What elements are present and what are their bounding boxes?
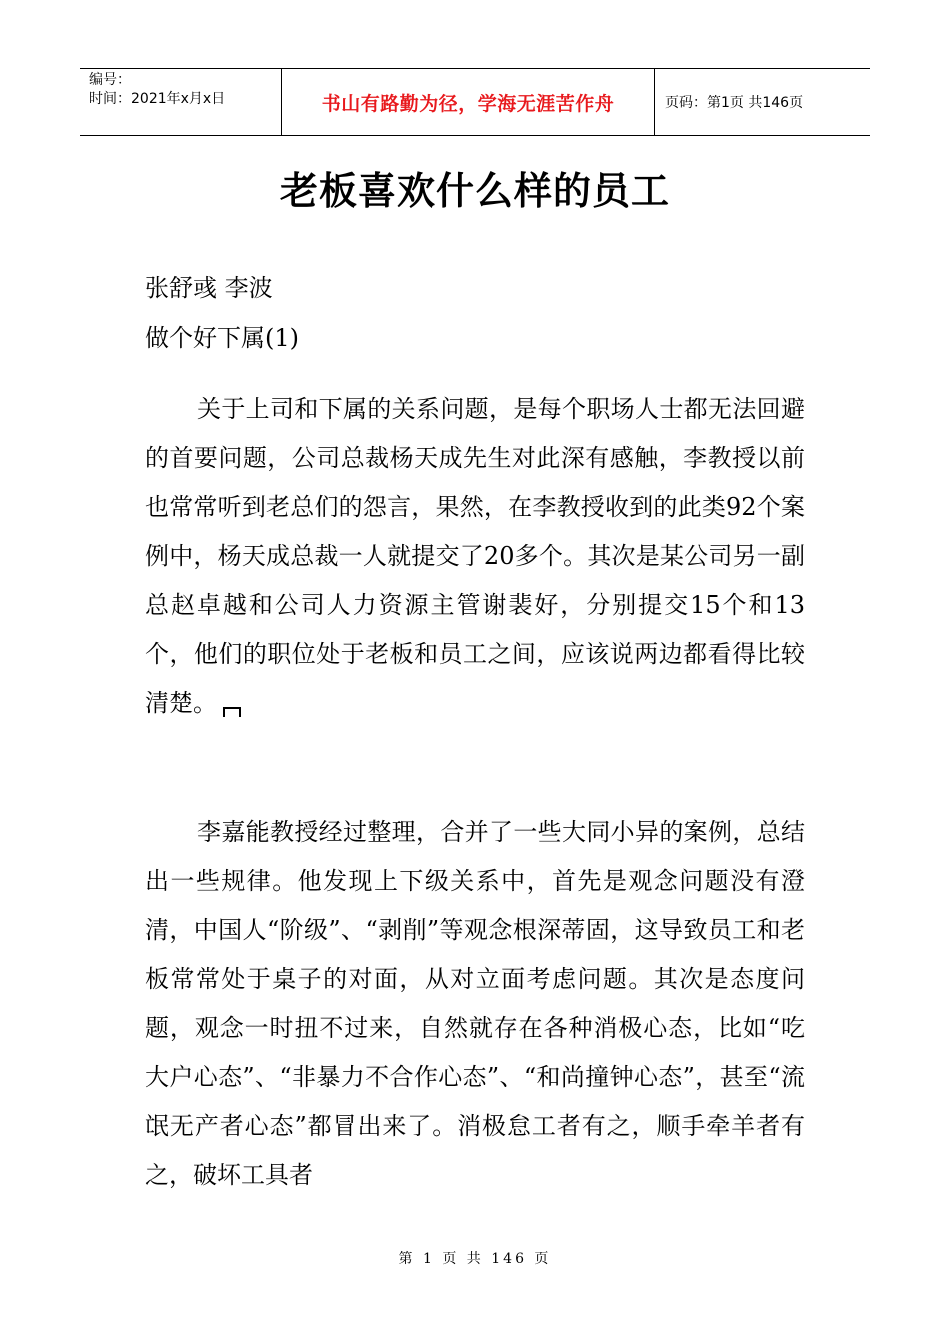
header-right-cell xyxy=(655,69,870,135)
header-table xyxy=(80,68,870,136)
serial-label: 编号： xyxy=(89,72,131,88)
paragraph-2 xyxy=(145,808,805,1200)
paragraph-end-mark-icon xyxy=(223,707,241,717)
paragraph-2-text: 李嘉能教授经过整理，合并了一些大同小异的案例，总结出一些规律。他发现上下级关系中，首先是观念问题没有澄清，中国人“阶级”、“剥削”等观念根深蒂固，这导致员工和老板常常处于桌子的对面，从对立面考虑问题。其次是态度问题，观念一时扭不过来，自然就存在各种消极心态，比如“吃大户心态”、“非暴力不合作心态”、“和尚撞钟心态”，甚至“流氓无产者心态”都冒出来了。消极怠工者有之，顺手牵羊者有之，破坏工具者 xyxy=(145,818,805,1189)
paragraph-1-text: 关于上司和下属的关系问题，是每个职场人士都无法回避的首要问题，公司总裁杨天成先生对此深有感触，李教授以前也常常听到老总们的怨言，果然，在李教授收到的此类92个案例中，杨天成总裁一人就提交了20多个。其次是某公司另一副总赵卓越和公司人力资源主管谢裴好，分别提交15个和13个，他们的职位处于老板和员工之间，应该说两边都看得比较清楚。 xyxy=(145,395,805,717)
document-title: 老板喜欢什么样的员工 xyxy=(279,169,670,213)
page-footer: 第 1 页 共 146 页 xyxy=(398,1251,552,1267)
motto-text: 书山有路勤为径，学海无涯苦作舟 xyxy=(321,92,615,115)
page-info: 页码：第1页 共146页 xyxy=(665,95,804,111)
header-middle-cell xyxy=(282,69,655,135)
paragraph-1 xyxy=(145,385,805,728)
time-label: 时间：2021年x月x日 xyxy=(89,91,226,107)
header-left-cell xyxy=(80,69,282,135)
authors: 张舒彧 李波 xyxy=(145,274,273,302)
section-heading: 做个好下属(1) xyxy=(145,324,299,352)
